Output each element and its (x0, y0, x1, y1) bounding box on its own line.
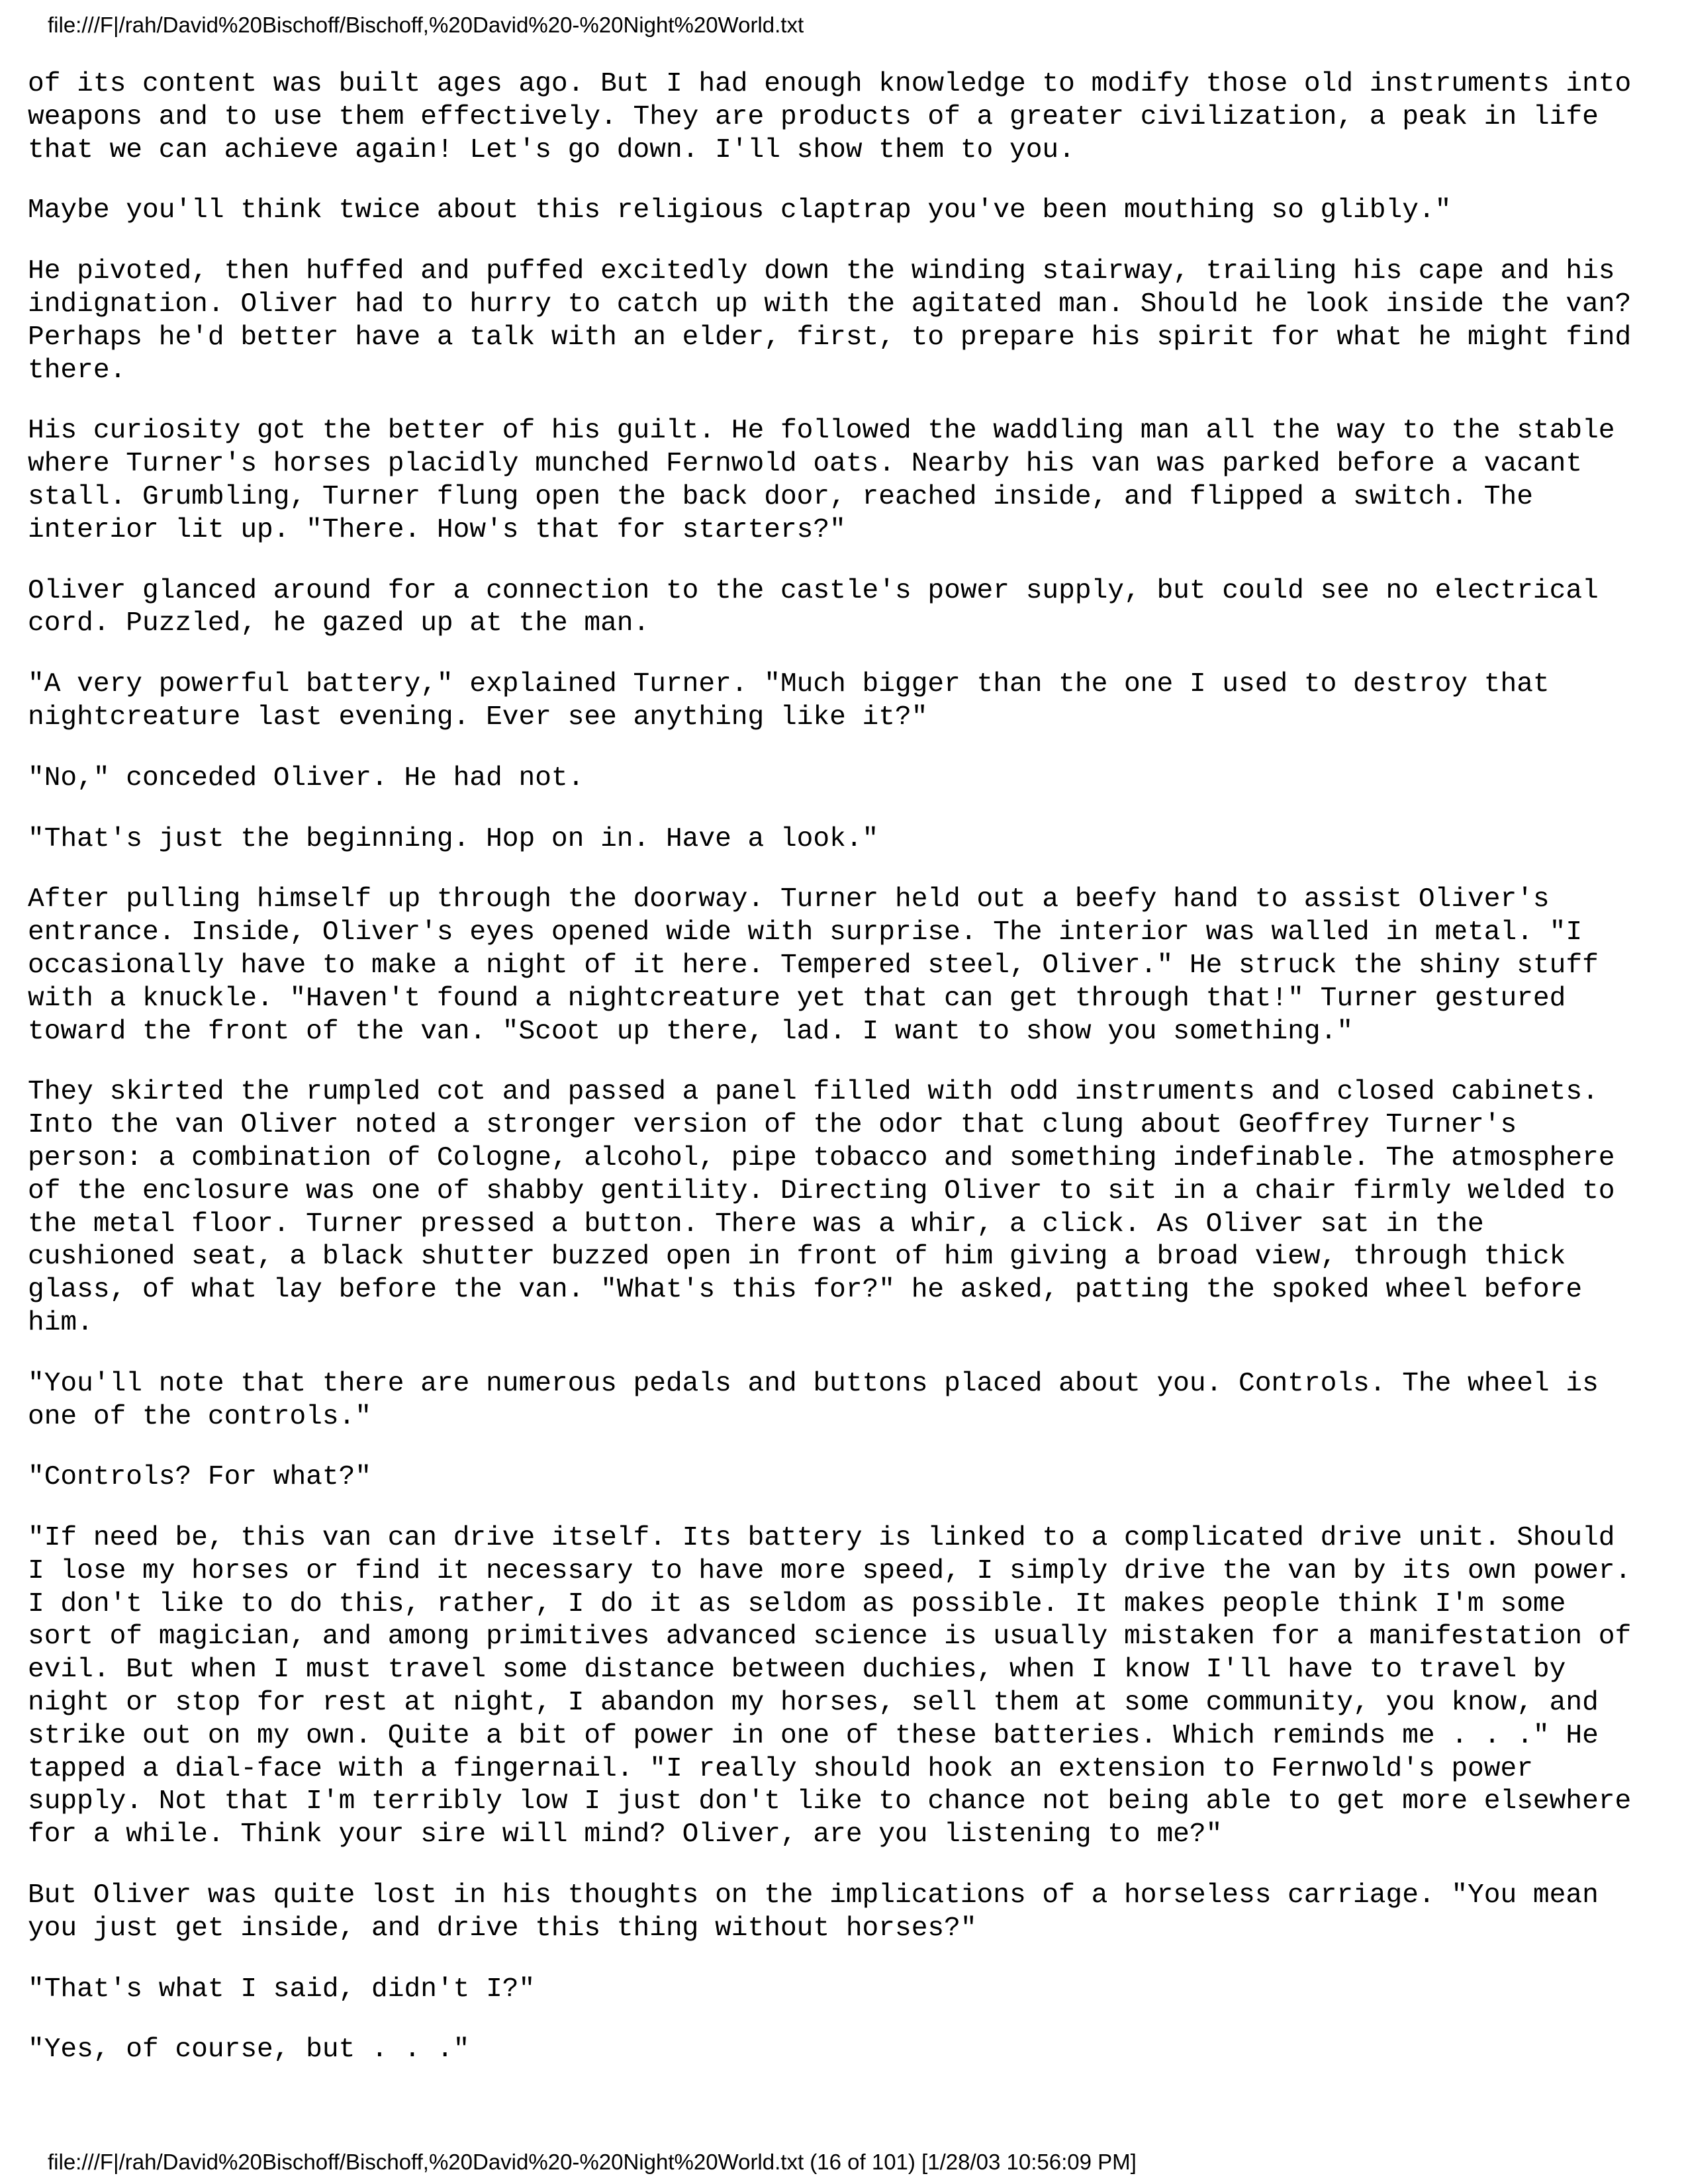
footer-page-info: file:///F|/rah/David%20Bischoff/Bischoff,%20David%20-%20Night%20World.txt (16 of 101) [1/28/03 10:56:09 PM] (48, 2150, 1137, 2174)
paragraph: Maybe you'll think twice about this religious claptrap you've been mouthing so glibly." (28, 195, 1452, 226)
paragraph: After pulling himself up through the doorway. Turner held out a beefy hand to assist Oliver's entrance. Inside, Oliver's eyes opened wide with surprise. The interior was walled in metal. "I occasionally have to make a night of it here. Tempered steel, Oliver." He struck the shiny stuff with a knuckle. "Haven't found a nightcreature yet that can get through that!" Turner gestured toward the front of the van. "Scoot up there, lad. I want to show you something." (28, 884, 1599, 1047)
paragraph: "A very powerful battery," explained Turner. "Much bigger than the one I used to destroy that nightcreature last evening. Ever see anything like it?" (28, 669, 1550, 733)
paragraph: "No," conceded Oliver. He had not. (28, 762, 585, 794)
paragraph: "That's just the beginning. Hop on in. Have a look." (28, 823, 879, 854)
paragraph: Oliver glanced around for a connection to the castle's power supply, but could see no electrical cord. Puzzled, he gazed up at the man. (28, 575, 1599, 639)
paragraph: They skirted the rumpled cot and passed a panel filled with odd instruments and closed cabinets. Into the van Oliver noted a stronger version of the odor that clung about Geoffrey Turner's person: a combination of Cologne, alcohol, pipe tobacco and something indefinable. The atmosphere of the enclosure was one of shabby gentility. Directing Oliver to sit in a chair firmly welded to the metal floor. Turner pressed a button. There was a whir, a click. As Oliver sat in the cushioned seat, a black shutter buzzed open in front of him giving a broad view, through thick glass, of what lay before the van. "What's this for?" he asked, patting the spoked wheel before him. (28, 1077, 1615, 1338)
paragraph: "If need be, this van can drive itself. Its battery is linked to a complicated drive unit. Should I lose my horses or find it necessary to have more speed, I simply drive the van by its own power. I don't like to do this, rather, I do it as seldom as possible. It makes people think I'm some sort of magician, and among primitives advanced science is usually mistaken for a manifestation of evil. But when I must travel some distance between duchies, when I know I'll have to travel by night or stop for rest at night, I abandon my horses, sell them at some community, you know, and strike out on my own. Quite a bit of power in one of these batteries. Which reminds me . . ." He tapped a dial-face with a fingernail. "I really should hook an extension to Fernwold's power supply. Not that I'm terribly low I just don't like to chance not being able to get more elsewhere for a while. Think your sire will mind? Oliver, are you listening to me?" (28, 1523, 1632, 1850)
paragraph: But Oliver was quite lost in his thoughts on the implications of a horseless carriage. "You mean you just get inside, and drive this thing without horses?" (28, 1880, 1599, 1944)
paragraph: "Yes, of course, but . . ." (28, 2034, 470, 2066)
paragraph: of its content was built ages ago. But I had enough knowledge to modify those old instruments into weapons and to use them effectively. They are products of a greater civilization, a peak in life that we can achieve again! Let's go down. I'll show them to you. (28, 69, 1632, 165)
paragraph: "That's what I said, didn't I?" (28, 1974, 536, 2005)
document-body (28, 68, 1663, 2095)
paragraph: His curiosity got the better of his guilt. He followed the waddling man all the way to the stable where Turner's horses placidly munched Fernwold oats. Nearby his van was parked before a vacant stall. Grumbling, Turner flung open the back door, reached inside, and flipped a switch. The interior lit up. "There. How's that for starters?" (28, 416, 1615, 545)
paragraph: "You'll note that there are numerous pedals and buttons placed about you. Controls. The wheel is one of the controls." (28, 1368, 1599, 1432)
paragraph: He pivoted, then huffed and puffed excitedly down the winding stairway, trailing his cape and his indignation. Oliver had to hurry to catch up with the agitated man. Should he look inside the van? Perhaps he'd better have a talk with an elder, first, to prepare his spirit for what he might find there. (28, 256, 1632, 386)
header-file-url: file:///F|/rah/David%20Bischoff/Bischoff,%20David%20-%20Night%20World.txt (48, 13, 804, 37)
paragraph: "Controls? For what?" (28, 1462, 372, 1493)
